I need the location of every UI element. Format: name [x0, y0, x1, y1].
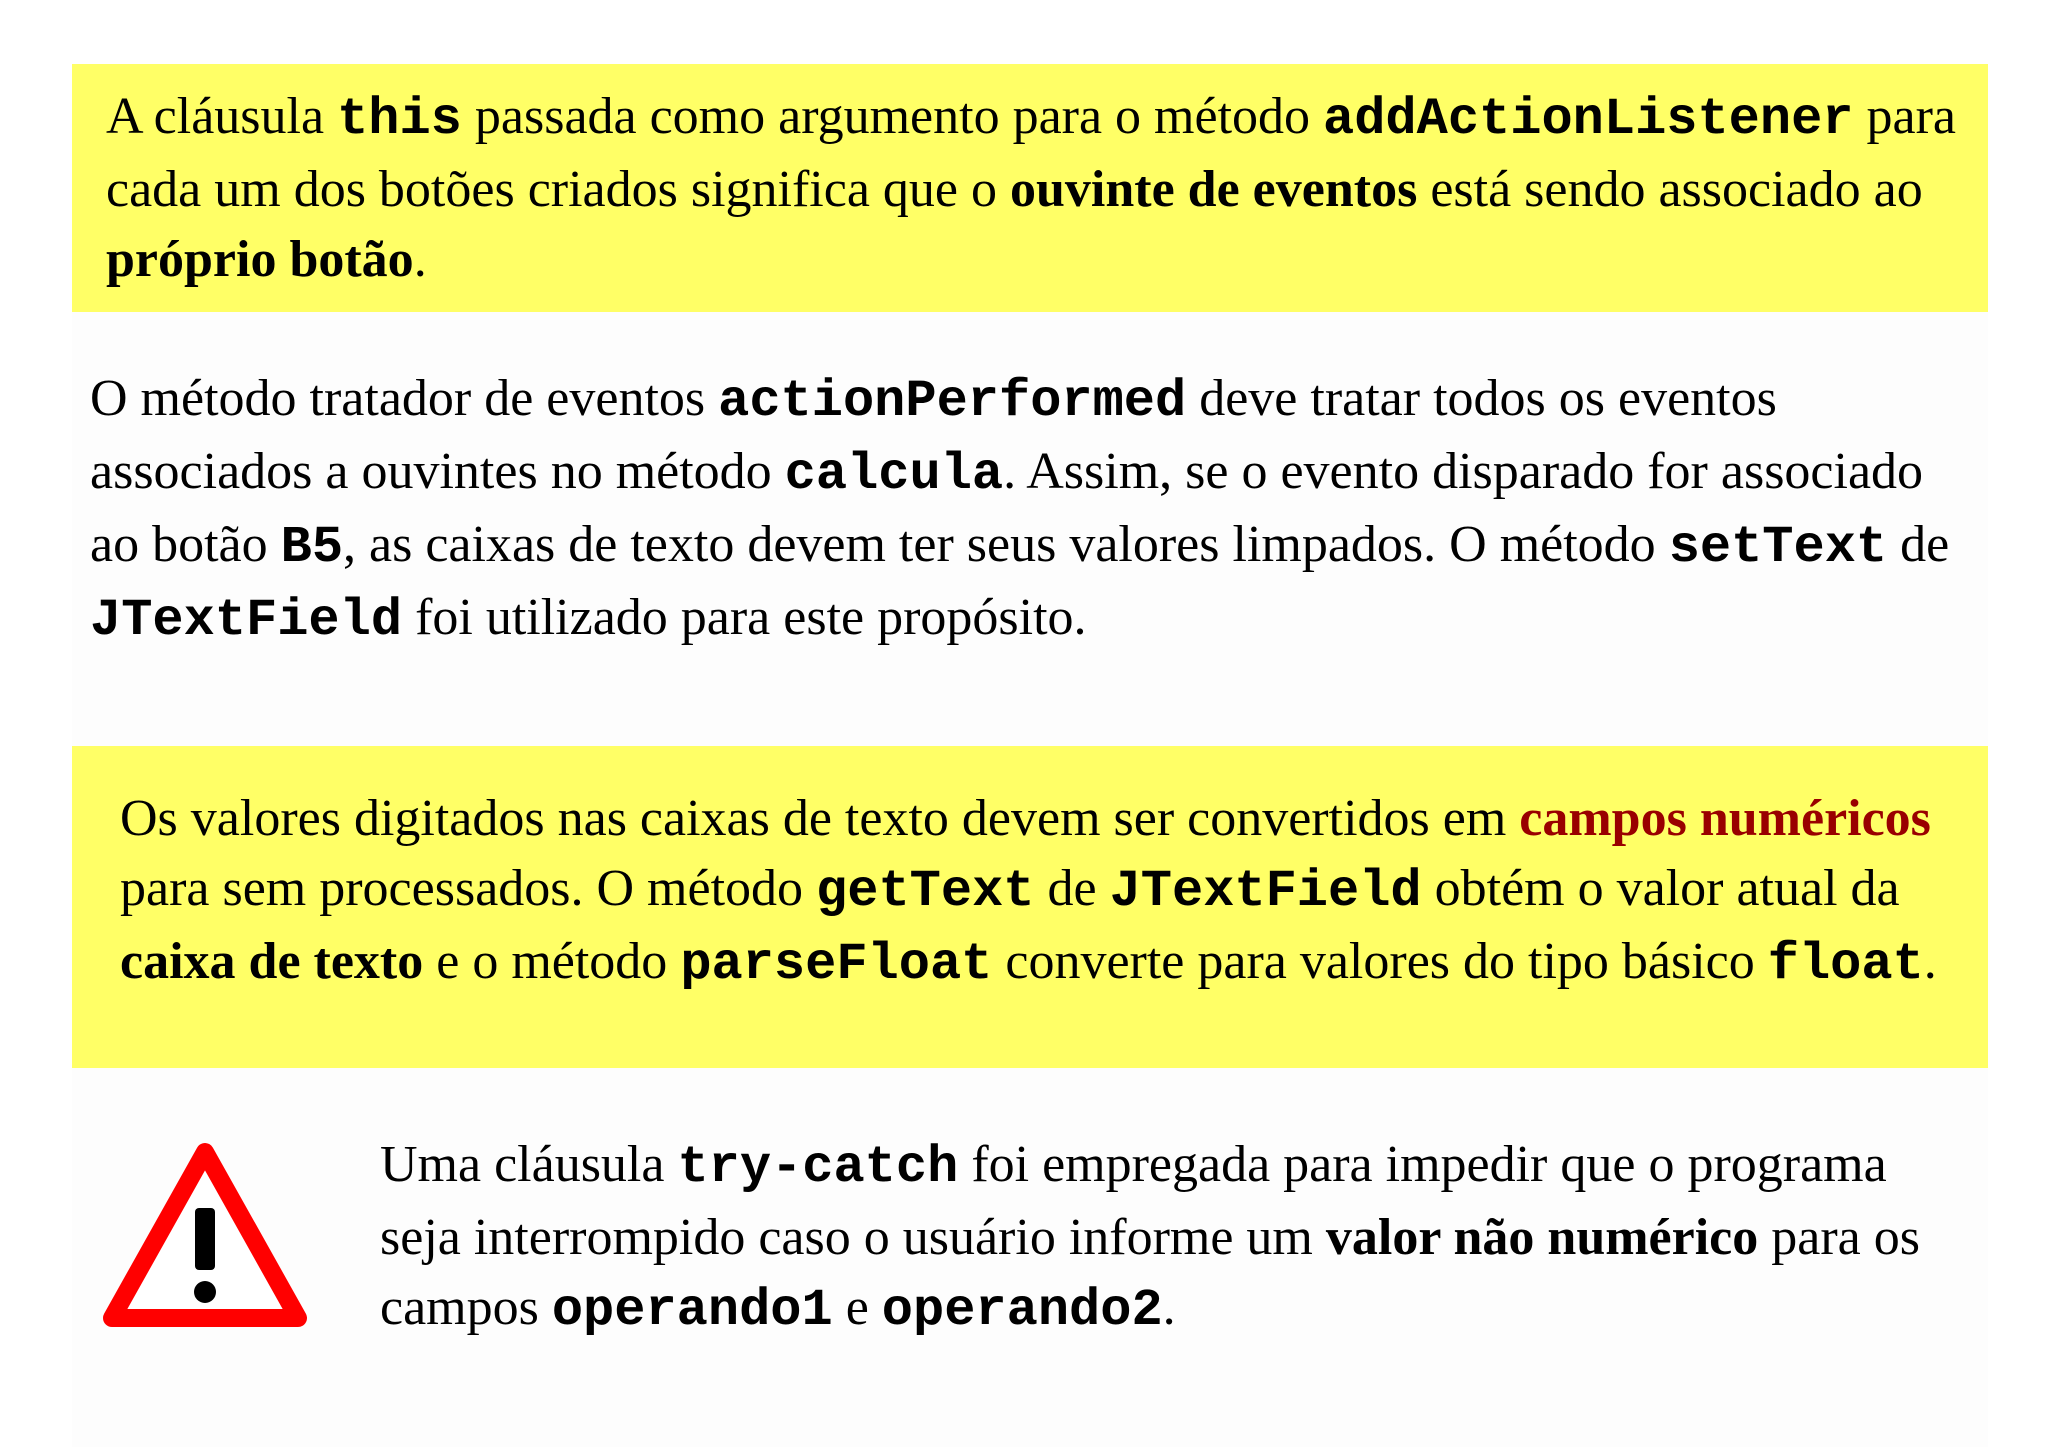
bold-ouvinte-de-eventos: ouvinte de eventos	[1009, 161, 1418, 218]
text-run: passada como argumento para o método	[461, 88, 1324, 145]
warning-triangle-icon	[100, 1140, 310, 1330]
text-run: e	[832, 1279, 882, 1336]
text-run: e o método	[423, 933, 681, 990]
code-addactionlistener: addActionListener	[1323, 90, 1854, 149]
text-run: para cada um dos botões criados significa que o	[106, 88, 1956, 218]
note-action-performed	[72, 362, 1988, 712]
text-run: converte para valores do tipo básico	[992, 933, 1768, 990]
code-operando1: operando1	[551, 1281, 833, 1340]
text-run: foi empregada para impedir que o programa seja interrompido caso o usuário informe um	[380, 1136, 1887, 1266]
note-numeric-conversion-text	[120, 784, 1958, 1000]
text-run: de	[1887, 516, 1950, 573]
text-run: A cláusula	[106, 88, 338, 145]
code-b5: B5	[280, 518, 344, 577]
text-run: Os valores digitados nas caixas de texto devem ser convertidos em	[120, 790, 1520, 847]
note-action-performed-text	[90, 364, 1958, 656]
text-run: foi utilizado para este propósito.	[402, 589, 1087, 646]
code-this: this	[337, 90, 462, 149]
code-gettext: getText	[816, 862, 1035, 921]
bold-valor-nao-numerico: valor não numérico	[1325, 1209, 1759, 1266]
note-try-catch-text	[380, 1130, 1980, 1346]
code-jtextfield: JTextField	[90, 591, 403, 650]
text-run: deve tratar todos os eventos associados a ouvintes no método	[90, 370, 1777, 500]
text-run: . Assim, se o evento disparado for associado ao botão	[90, 443, 1924, 573]
code-settext: setText	[1668, 518, 1888, 577]
note-numeric-conversion	[72, 746, 1988, 1068]
note-this-clause	[72, 64, 1988, 312]
text-run: obtém o valor atual da	[1421, 860, 1900, 917]
code-operando2: operando2	[881, 1281, 1163, 1340]
code-parsefloat: parseFloat	[680, 935, 993, 994]
code-try-catch: try-catch	[677, 1138, 959, 1197]
text-run: .	[413, 231, 427, 288]
text-run: para sem processados. O método	[120, 860, 817, 917]
code-float: float	[1767, 935, 1924, 994]
text-run: .	[1923, 933, 1937, 990]
note-try-catch	[380, 1130, 1980, 1350]
text-run: .	[1162, 1279, 1176, 1336]
emphasis-campos-numericos: campos numéricos	[1519, 790, 1931, 847]
text-run: de	[1034, 860, 1110, 917]
code-calcula: calcula	[784, 445, 1004, 504]
note-this-clause-text	[106, 82, 1958, 295]
text-run: , as caixas de texto devem ter seus valores limpados. O método	[343, 516, 1669, 573]
text-run: para os campos	[380, 1209, 1920, 1336]
text-run: Uma cláusula	[380, 1136, 678, 1193]
text-run: está sendo associado ao	[1417, 161, 1923, 218]
code-jtextfield: JTextField	[1109, 862, 1422, 921]
text-run: O método tratador de eventos	[90, 370, 719, 427]
bold-proprio-botao: próprio botão	[106, 231, 414, 288]
code-actionperformed: actionPerformed	[718, 372, 1187, 431]
bold-caixa-de-texto: caixa de texto	[120, 933, 424, 990]
